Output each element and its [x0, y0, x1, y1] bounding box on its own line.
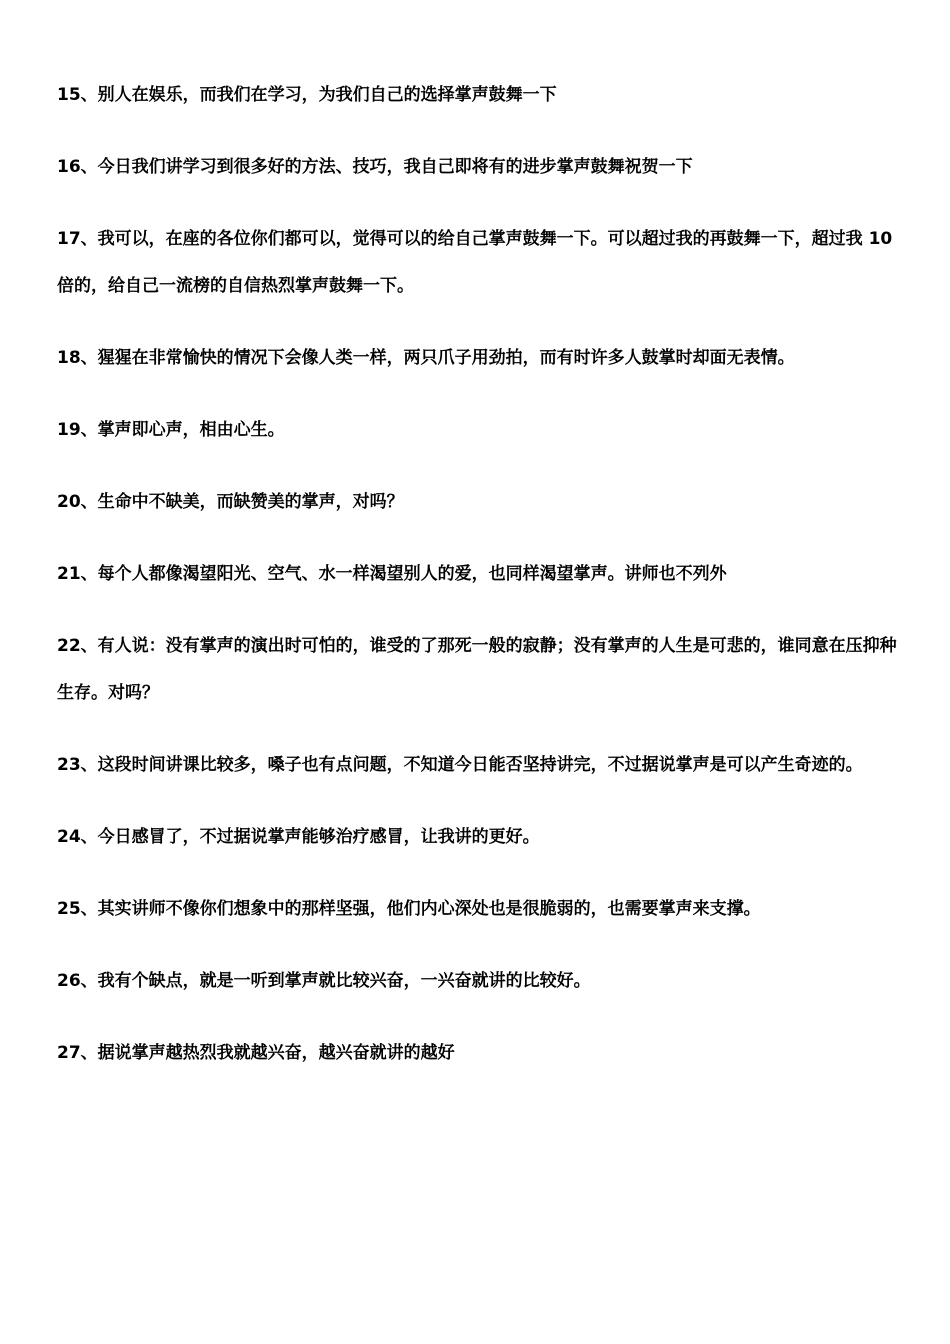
list-item: 18、猩猩在非常愉快的情况下会像人类一样，两只爪子用劲拍，而有时许多人鼓掌时却面无表情。	[57, 348, 795, 368]
list-item: 21、每个人都像渴望阳光、空气、水一样渴望别人的爱，也同样渴望掌声。讲师也不列外	[57, 564, 727, 584]
list-item: 24、今日感冒了，不过据说掌声能够治疗感冒，让我讲的更好。	[57, 827, 540, 847]
list-item: 20、生命中不缺美，而缺赞美的掌声，对吗？	[57, 492, 404, 512]
list-item: 15、别人在娱乐，而我们在学习，为我们自己的选择掌声鼓舞一下	[57, 85, 557, 105]
list-item: 23、这段时间讲课比较多，嗓子也有点问题，不知道今日能否坚持讲完，不过据说掌声是可以产生奇迹的。	[57, 755, 863, 775]
list-item: 22、有人说：没有掌声的演出时可怕的，谁受的了那死一般的寂静；没有掌声的人生是可悲的，谁同意在压抑种生存。对吗？	[57, 636, 897, 703]
list-item: 26、我有个缺点，就是一听到掌声就比较兴奋，一兴奋就讲的比较好。	[57, 971, 591, 991]
list-item: 16、今日我们讲学习到很多好的方法、技巧，我自己即将有的进步掌声鼓舞祝贺一下	[57, 157, 693, 177]
list-item: 17、我可以，在座的各位你们都可以，觉得可以的给自己掌声鼓舞一下。可以超过我的再鼓舞一下，超过我 10 倍的，给自己一流榜的自信热烈掌声鼓舞一下。	[57, 229, 893, 296]
applause-quote-list	[57, 72, 897, 1102]
list-item: 19、掌声即心声，相由心生。	[57, 420, 285, 440]
list-item: 25、其实讲师不像你们想象中的那样坚强，他们内心深处也是很脆弱的，也需要掌声来支撑。	[57, 899, 761, 919]
list-item: 27、据说掌声越热烈我就越兴奋，越兴奋就讲的越好	[57, 1043, 455, 1063]
